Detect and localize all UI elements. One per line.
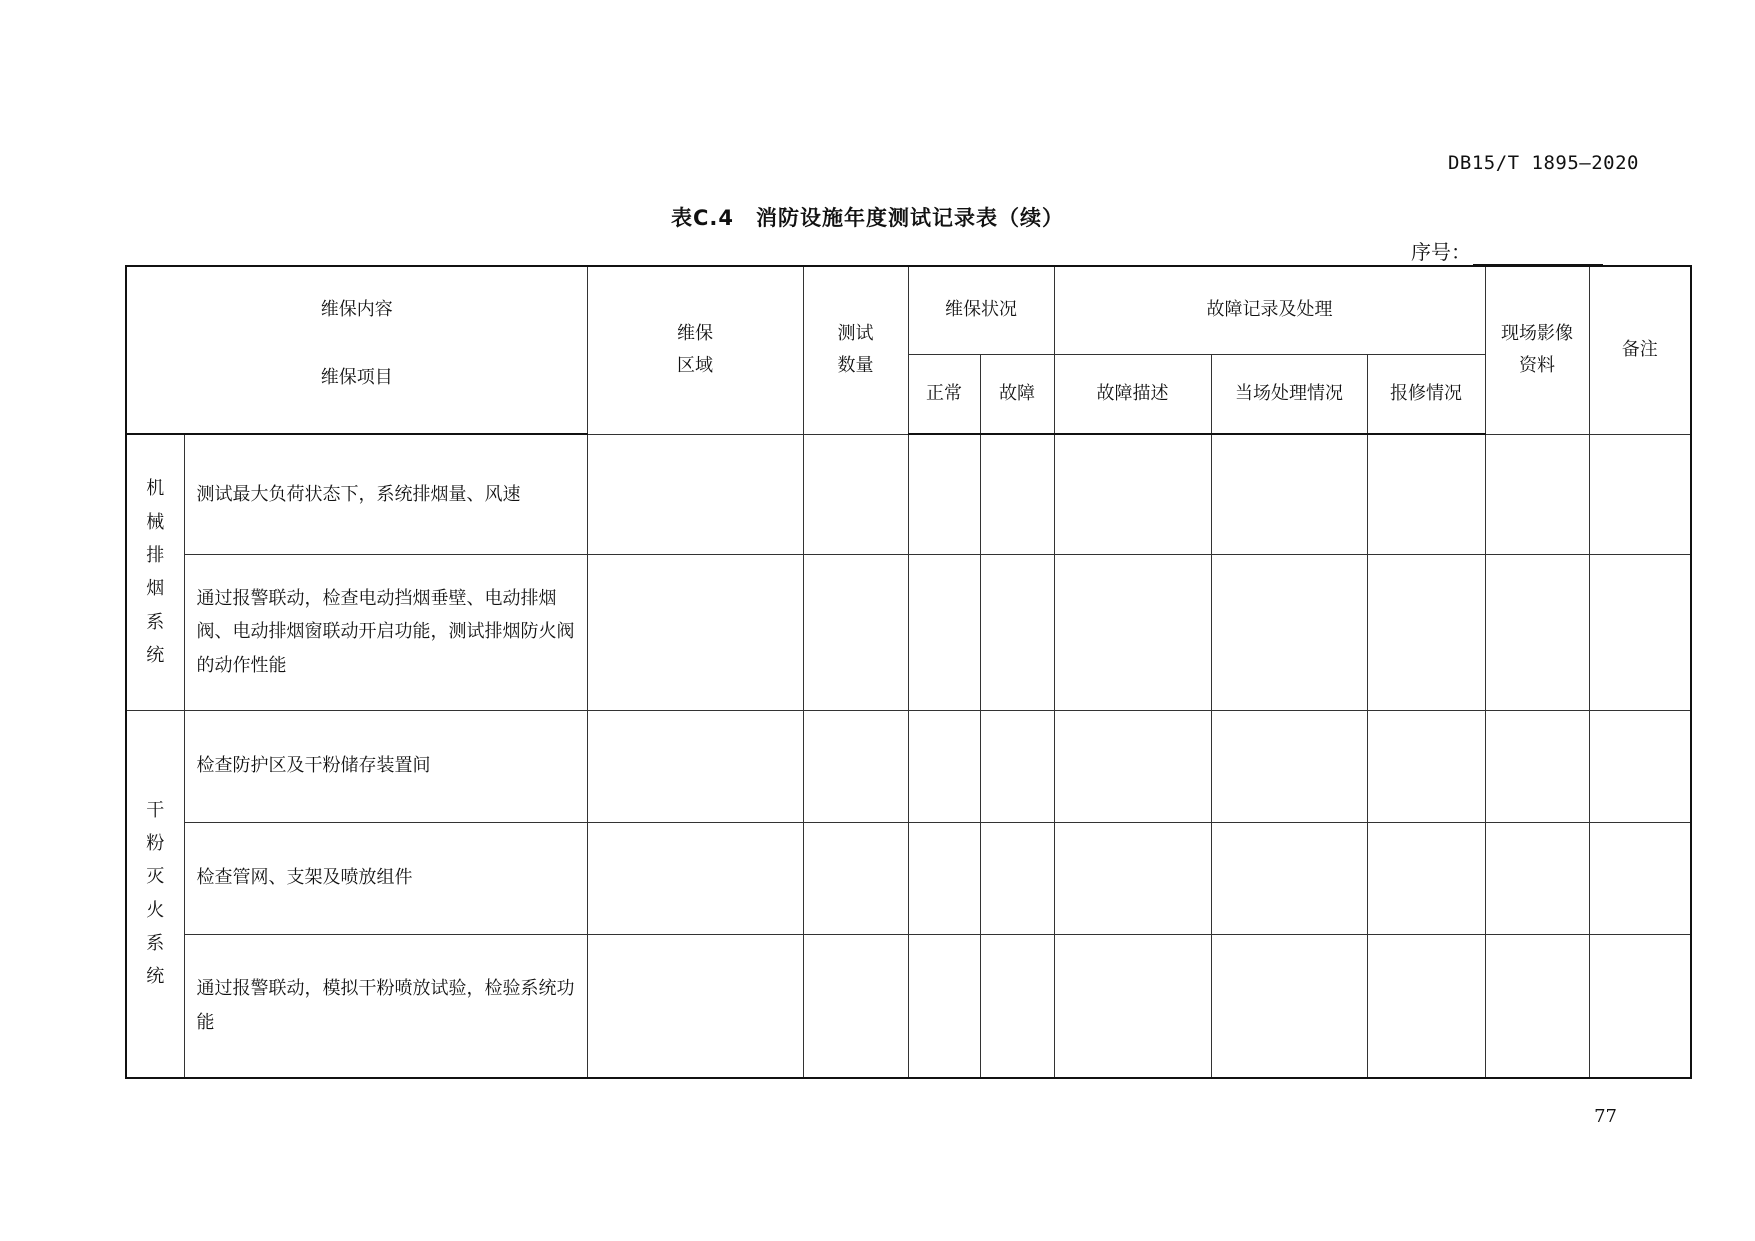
cell-fault[interactable]: [980, 934, 1054, 1078]
cell-onsite-handling[interactable]: [1211, 822, 1367, 934]
cell-fault-description[interactable]: [1054, 710, 1211, 822]
maintenance-item: 通过报警联动，检查电动挡烟垂壁、电动排烟阀、电动排烟窗联动开启功能，测试排烟防火阀的动作性能: [184, 554, 587, 710]
group-label-dry-powder: [126, 710, 184, 1078]
table-title: 表C.4 消防设施年度测试记录表（续）: [671, 206, 1064, 230]
cell-onsite-handling[interactable]: [1211, 434, 1367, 554]
maintenance-item: 检查管网、支架及喷放组件: [184, 822, 587, 934]
cell-photo[interactable]: [1485, 710, 1589, 822]
cell-onsite-handling[interactable]: [1211, 710, 1367, 822]
cell-repair-status[interactable]: [1367, 822, 1485, 934]
header-status: 维保状况: [908, 266, 1054, 354]
group-label-smoke-exhaust: [126, 434, 184, 710]
page-number: 77: [1594, 1106, 1617, 1127]
cell-area[interactable]: [587, 434, 803, 554]
table-row: [126, 710, 1691, 822]
cell-test-count[interactable]: [803, 434, 908, 554]
document-code: DB15/T 1895—2020: [1447, 152, 1639, 174]
header-maintenance-content: 维保内容: [126, 266, 587, 354]
cell-fault[interactable]: [980, 434, 1054, 554]
header-maintenance-item: 维保项目: [126, 354, 587, 434]
header-remark: 备注: [1589, 266, 1691, 434]
cell-test-count[interactable]: [803, 710, 908, 822]
cell-repair-status[interactable]: [1367, 934, 1485, 1078]
header-onsite-handling: 当场处理情况: [1211, 354, 1367, 434]
cell-normal[interactable]: [908, 434, 980, 554]
maintenance-item: 测试最大负荷状态下，系统排烟量、风速: [184, 434, 587, 554]
cell-onsite-handling[interactable]: [1211, 554, 1367, 710]
header-photo: 现场影像 资料: [1485, 266, 1589, 434]
cell-area[interactable]: [587, 554, 803, 710]
cell-fault-description[interactable]: [1054, 434, 1211, 554]
cell-normal[interactable]: [908, 934, 980, 1078]
header-area: 维保 区域: [587, 266, 803, 434]
header-fault-record: 故障记录及处理: [1054, 266, 1485, 354]
cell-onsite-handling[interactable]: [1211, 934, 1367, 1078]
cell-photo[interactable]: [1485, 554, 1589, 710]
serial-number: [1411, 236, 1603, 265]
cell-fault-description[interactable]: [1054, 934, 1211, 1078]
maintenance-item: 通过报警联动，模拟干粉喷放试验，检验系统功能: [184, 934, 587, 1078]
cell-fault[interactable]: [980, 822, 1054, 934]
cell-fault[interactable]: [980, 710, 1054, 822]
cell-area[interactable]: [587, 710, 803, 822]
table-row: [126, 434, 1691, 554]
cell-repair-status[interactable]: [1367, 434, 1485, 554]
test-record-table: [125, 265, 1692, 1079]
header-test-count: 测试 数量: [803, 266, 908, 434]
cell-fault[interactable]: [980, 554, 1054, 710]
group-name: 机械排烟系统: [146, 478, 165, 666]
cell-repair-status[interactable]: [1367, 710, 1485, 822]
header-status-normal: 正常: [908, 354, 980, 434]
cell-fault-description[interactable]: [1054, 822, 1211, 934]
cell-photo[interactable]: [1485, 934, 1589, 1078]
cell-photo[interactable]: [1485, 822, 1589, 934]
cell-test-count[interactable]: [803, 554, 908, 710]
cell-area[interactable]: [587, 822, 803, 934]
table-row: [126, 554, 1691, 710]
cell-remark[interactable]: [1589, 434, 1691, 554]
cell-remark[interactable]: [1589, 822, 1691, 934]
cell-remark[interactable]: [1589, 934, 1691, 1078]
cell-area[interactable]: [587, 934, 803, 1078]
cell-test-count[interactable]: [803, 822, 908, 934]
cell-remark[interactable]: [1589, 554, 1691, 710]
header-status-fault: 故障: [980, 354, 1054, 434]
cell-normal[interactable]: [908, 554, 980, 710]
serial-blank-line: [1473, 242, 1603, 265]
cell-remark[interactable]: [1589, 710, 1691, 822]
cell-normal[interactable]: [908, 710, 980, 822]
cell-normal[interactable]: [908, 822, 980, 934]
cell-photo[interactable]: [1485, 434, 1589, 554]
cell-test-count[interactable]: [803, 934, 908, 1078]
header-fault-description: 故障描述: [1054, 354, 1211, 434]
header-repair-status: 报修情况: [1367, 354, 1485, 434]
cell-repair-status[interactable]: [1367, 554, 1485, 710]
serial-label: 序号：: [1411, 240, 1471, 264]
cell-fault-description[interactable]: [1054, 554, 1211, 710]
table-row: [126, 934, 1691, 1078]
table-row: [126, 822, 1691, 934]
group-name: 干粉灭火系统: [146, 799, 165, 988]
maintenance-item: 检查防护区及干粉储存装置间: [184, 710, 587, 822]
